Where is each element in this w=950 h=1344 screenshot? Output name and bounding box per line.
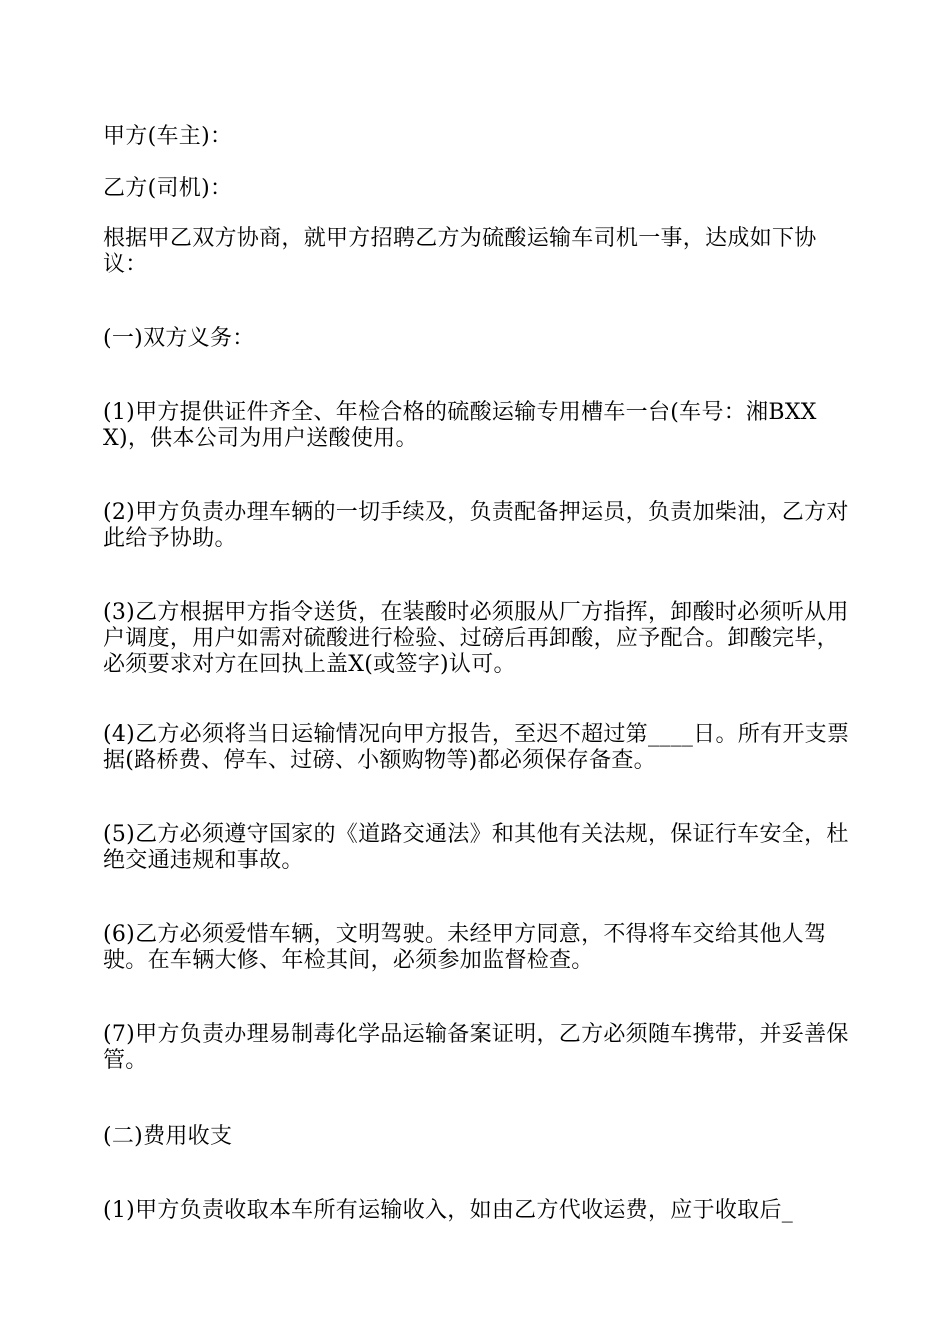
intro-paragraph: 根据甲乙双方协商，就甲方招聘乙方为硫酸运输车司机一事，达成如下协议： xyxy=(103,226,817,277)
clause-3: (3)乙方根据甲方指令送货，在装酸时必须服从厂方指挥，卸酸时必须听从用户调度，用户如需对硫酸进行检验、过磅后再卸酸，应予配合。卸酸完毕，必须要求对方在回执上盖X(或签字)认可。 xyxy=(103,600,849,677)
clause-7: (7)甲方负责办理易制毒化学品运输备案证明，乙方必须随车携带，并妥善保管。 xyxy=(103,1022,849,1073)
party-b-line: 乙方(司机)： xyxy=(103,176,233,201)
party-a-line: 甲方(车主)： xyxy=(103,124,233,149)
clause-2: (2)甲方负责办理车辆的一切手续及，负责配备押运员，负责加柴油，乙方对此给予协助。 xyxy=(103,500,849,551)
clause-5: (5)乙方必须遵守国家的《道路交通法》和其他有关法规，保证行车安全，杜绝交通违规和事故。 xyxy=(103,822,849,873)
clause-1: (1)甲方提供证件齐全、年检合格的硫酸运输专用槽车一台(车号：湘BXXX)，供本公司为用户送酸使用。 xyxy=(103,400,817,451)
section-heading-2: (二)费用收支 xyxy=(103,1124,233,1149)
section-heading-1: (一)双方义务： xyxy=(103,326,255,351)
clause-4: (4)乙方必须将当日运输情况向甲方报告，至迟不超过第____日。所有开支票据(路桥费、停车、过磅、小额购物等)都必须保存备查。 xyxy=(103,722,850,773)
clause-6: (6)乙方必须爱惜车辆，文明驾驶。未经甲方同意，不得将车交给其他人驾驶。在车辆大修、年检其间，必须参加监督检查。 xyxy=(103,922,827,973)
fee-clause-1: (1)甲方负责收取本车所有运输收入，如由乙方代收运费，应于收取后_ xyxy=(103,1198,794,1223)
